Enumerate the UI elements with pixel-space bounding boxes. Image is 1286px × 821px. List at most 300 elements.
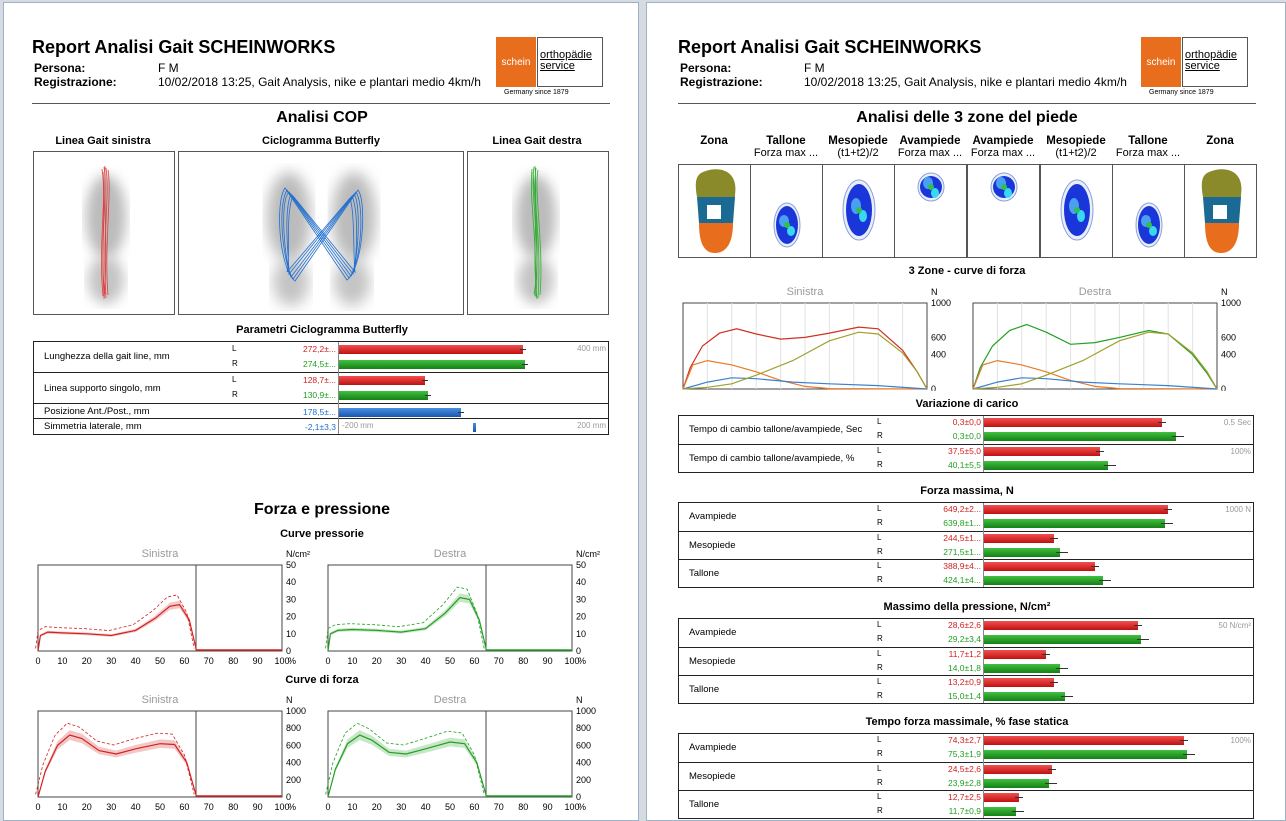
bar-error bbox=[1045, 783, 1057, 784]
butterfly-value: 130,9±... bbox=[302, 390, 336, 400]
cop-panel-title-left: Linea Gait sinistra bbox=[55, 135, 151, 147]
gait-line-left-panel bbox=[33, 151, 175, 315]
bar-mark bbox=[984, 562, 1095, 571]
bar-value: 11,7±0,9 bbox=[948, 806, 981, 816]
x-tick-label: 0 bbox=[325, 656, 331, 666]
zone-force-curve-left bbox=[669, 281, 969, 391]
bar-mark bbox=[984, 779, 1049, 788]
y-tick-label: 0 bbox=[576, 792, 582, 802]
butterfly-cyclogram-panel bbox=[178, 151, 464, 315]
butterfly-row-label: Lunghezza della gait line, mm bbox=[44, 351, 170, 362]
butterfly-bar bbox=[339, 360, 525, 369]
y-tick-label: 800 bbox=[286, 723, 302, 734]
x-tick-label: 70 bbox=[203, 802, 214, 812]
bar-side: L bbox=[877, 735, 882, 744]
chart-side-title: Destra bbox=[433, 694, 467, 706]
x-tick-label: 30 bbox=[106, 656, 117, 666]
bar-value: 244,5±1... bbox=[943, 533, 981, 543]
bar-section-table bbox=[678, 415, 1254, 473]
bar-value: 12,7±2,5 bbox=[947, 792, 981, 802]
persona-value: F M bbox=[158, 61, 179, 75]
force-pressure-title: Forza e pressione bbox=[253, 501, 391, 518]
registration-label-right: Registrazione: bbox=[680, 75, 763, 89]
logo-right-text-right: orthopädie service bbox=[1182, 37, 1248, 87]
report-title-right: Report Analisi Gait SCHEINWORKS bbox=[678, 37, 982, 57]
x-tick-label: 30 bbox=[106, 802, 117, 812]
butterfly-bar bbox=[339, 345, 523, 354]
bar-side: L bbox=[877, 417, 882, 426]
y-tick-label: 20 bbox=[286, 611, 297, 622]
logo-left-text: schein bbox=[496, 37, 536, 87]
bar-side: L bbox=[877, 561, 882, 570]
zone-image-cell bbox=[1112, 164, 1185, 258]
bar-mark bbox=[984, 447, 1100, 456]
butterfly-error-bar bbox=[520, 349, 526, 350]
x-tick-label: 100 bbox=[564, 802, 580, 812]
zone-header bbox=[822, 135, 894, 159]
bar-side: R bbox=[877, 634, 883, 643]
zone-header-subtitle: Forza max ... bbox=[753, 147, 819, 159]
bar-value: 639,8±1... bbox=[943, 518, 981, 528]
zone-header-title: Zona bbox=[1206, 135, 1234, 147]
bar-side: R bbox=[877, 518, 883, 527]
bar-mark bbox=[984, 548, 1060, 557]
butterfly-row-label: Linea supporto singolo, mm bbox=[44, 382, 161, 394]
bar-group-row bbox=[679, 444, 1253, 472]
bar-group-label: Mesopiede bbox=[689, 656, 736, 667]
butterfly-error-bar bbox=[425, 395, 431, 396]
bar-error bbox=[1158, 422, 1166, 423]
y-tick-label: 50 bbox=[286, 560, 297, 570]
zone-image-cell bbox=[1184, 164, 1257, 258]
plot-frame bbox=[328, 711, 572, 797]
y-tick-label: 40 bbox=[286, 577, 297, 588]
butterfly-value: -2,1±3,3 bbox=[304, 422, 336, 432]
bar-group-row bbox=[679, 619, 1253, 647]
bar-mark bbox=[984, 692, 1065, 701]
zone-header bbox=[750, 135, 822, 159]
zone-header-title: Mesopiede bbox=[828, 135, 888, 147]
bar-group-row bbox=[679, 416, 1253, 444]
bar-side: L bbox=[877, 764, 882, 773]
y-tick-label: 1000 bbox=[1221, 298, 1242, 308]
x-tick-label: 40 bbox=[420, 656, 431, 666]
chart-side-title: Sinistra bbox=[786, 286, 824, 298]
x-tick-label: 40 bbox=[420, 802, 431, 812]
zone-header-subtitle: Forza max ... bbox=[1115, 147, 1181, 159]
bar-mark bbox=[984, 664, 1060, 673]
y-tick-label: 1000 bbox=[576, 706, 597, 716]
chart-unit: N/cm² bbox=[576, 549, 600, 559]
butterfly-row-label: Simmetria laterale, mm bbox=[44, 421, 142, 432]
gait-line-right-panel bbox=[467, 151, 609, 315]
bar-value: 40,1±5,5 bbox=[947, 460, 981, 470]
y-tick-label: 0 bbox=[286, 792, 292, 802]
bar-mark bbox=[984, 418, 1162, 427]
bar-mark bbox=[984, 432, 1176, 441]
bar-error bbox=[1050, 682, 1058, 683]
x-tick-label: % bbox=[287, 802, 297, 812]
bar-error bbox=[1183, 754, 1195, 755]
bar-value: 0,3±0,0 bbox=[952, 417, 981, 427]
bar-value: 29,2±3,4 bbox=[947, 634, 981, 644]
bar-value: 388,9±4... bbox=[943, 561, 981, 571]
butterfly-value: 128,7±... bbox=[302, 375, 336, 385]
cop-panel-title-butterfly: Ciclogramma Butterfly bbox=[262, 135, 380, 147]
bar-scale: 1000 N bbox=[1225, 505, 1251, 514]
bar-error bbox=[1137, 639, 1149, 640]
bar-group-row bbox=[679, 559, 1253, 587]
bar-error bbox=[1172, 436, 1184, 437]
butterfly-error-bar bbox=[458, 412, 464, 413]
x-tick-label: 80 bbox=[518, 802, 529, 812]
bar-value: 15,0±1,4 bbox=[947, 691, 981, 701]
zone-header-subtitle: Forza max ... bbox=[970, 147, 1036, 159]
butterfly-side: L bbox=[232, 375, 237, 384]
zone-header-title: Zona bbox=[700, 135, 728, 147]
bar-group-label: Avampiede bbox=[689, 511, 737, 522]
x-tick-label: 40 bbox=[130, 802, 141, 812]
pressure-curves-title: Curve pressorie bbox=[280, 528, 364, 540]
y-tick-label: 600 bbox=[286, 740, 302, 751]
bar-value: 649,2±2... bbox=[943, 504, 981, 514]
x-tick-label: 60 bbox=[179, 802, 190, 812]
bar-value: 14,0±1,8 bbox=[947, 663, 981, 673]
bar-mark bbox=[984, 736, 1184, 745]
bar-side: L bbox=[877, 533, 882, 542]
header-divider bbox=[32, 103, 610, 104]
bar-mark bbox=[984, 461, 1108, 470]
bar-value: 424,1±4... bbox=[943, 575, 981, 585]
bar-error bbox=[1091, 566, 1099, 567]
bar-side: R bbox=[877, 749, 883, 758]
y-tick-label: 0 bbox=[576, 646, 582, 656]
x-tick-label: 20 bbox=[371, 656, 382, 666]
bar-mark bbox=[984, 621, 1138, 630]
bar-mark bbox=[984, 576, 1103, 585]
x-tick-label: 100 bbox=[274, 656, 290, 666]
x-tick-label: 50 bbox=[444, 802, 456, 812]
butterfly-params-table bbox=[33, 341, 609, 435]
logo-left-text-right: schein bbox=[1141, 37, 1181, 87]
bar-scale: 50 N/cm² bbox=[1218, 621, 1251, 630]
y-tick-label: 30 bbox=[576, 594, 587, 605]
bar-group-label: Tallone bbox=[689, 799, 720, 810]
bar-mark bbox=[984, 793, 1019, 802]
pressure-map-image bbox=[1113, 165, 1184, 257]
chart-unit: N bbox=[576, 695, 583, 705]
butterfly-side: L bbox=[232, 344, 237, 353]
zone-header-title: Avampiede bbox=[972, 135, 1034, 147]
zone-header-subtitle: (t1+t2)/2 bbox=[837, 147, 879, 159]
bar-mark bbox=[984, 505, 1168, 514]
butterfly-scale: 400 mm bbox=[577, 344, 606, 353]
butterfly-bar bbox=[339, 408, 461, 417]
butterfly-row bbox=[34, 372, 608, 403]
cop-panel-title-right: Linea Gait destra bbox=[492, 135, 582, 147]
butterfly-row bbox=[34, 342, 608, 372]
pressure-map-image bbox=[1185, 165, 1256, 257]
zone-header bbox=[1184, 135, 1256, 147]
pressure-curve-left bbox=[24, 543, 324, 668]
x-tick-label: 30 bbox=[396, 656, 407, 666]
bar-section-title: Massimo della pressione, N/cm² bbox=[883, 601, 1051, 613]
bar-side: L bbox=[877, 792, 882, 801]
butterfly-side: R bbox=[232, 390, 238, 399]
y-tick-label: 200 bbox=[286, 774, 302, 785]
x-tick-label: 10 bbox=[57, 656, 68, 666]
zone-image-cell bbox=[822, 164, 895, 258]
bar-mark bbox=[984, 750, 1187, 759]
butterfly-bar bbox=[473, 423, 476, 432]
bar-section-title: Variazione di carico bbox=[915, 398, 1019, 410]
bar-error bbox=[1134, 625, 1142, 626]
bar-mark bbox=[984, 765, 1052, 774]
y-tick-label: 200 bbox=[576, 774, 592, 785]
pressure-map-image bbox=[968, 165, 1039, 257]
company-logo-right bbox=[1141, 37, 1249, 96]
zone-image-cell bbox=[1040, 164, 1113, 258]
zone-image-cell bbox=[750, 164, 823, 258]
butterfly-row bbox=[34, 418, 608, 434]
cop-section-title: Analisi COP bbox=[276, 109, 368, 126]
bar-mark bbox=[984, 678, 1054, 687]
chart-unit: N bbox=[931, 287, 938, 297]
pressure-map-image bbox=[823, 165, 894, 257]
bar-error bbox=[1099, 580, 1111, 581]
zone-header bbox=[1040, 135, 1112, 159]
y-tick-label: 600 bbox=[576, 740, 592, 751]
butterfly-params-title: Parametri Ciclogramma Butterfly bbox=[236, 324, 408, 336]
butterfly-scale: 200 mm bbox=[577, 421, 606, 430]
registration-label: Registrazione: bbox=[34, 75, 117, 89]
x-tick-label: 90 bbox=[542, 802, 553, 812]
bar-error bbox=[1061, 696, 1073, 697]
y-tick-label: 800 bbox=[576, 723, 592, 734]
y-tick-label: 600 bbox=[1221, 332, 1237, 343]
header-divider-right bbox=[678, 103, 1256, 104]
bar-value: 271,5±1... bbox=[943, 547, 981, 557]
y-tick-label: 20 bbox=[576, 611, 587, 622]
x-tick-label: 90 bbox=[542, 656, 553, 666]
report-title: Report Analisi Gait SCHEINWORKS bbox=[32, 37, 336, 57]
bar-side: R bbox=[877, 778, 883, 787]
bar-error bbox=[1096, 451, 1104, 452]
x-tick-label: 100 bbox=[274, 802, 290, 812]
bar-side: R bbox=[877, 663, 883, 672]
force-curve-right bbox=[314, 689, 614, 814]
pressure-map-image bbox=[895, 165, 966, 257]
gait-line-left-image bbox=[34, 152, 174, 314]
y-tick-label: 40 bbox=[576, 577, 587, 588]
butterfly-bar bbox=[339, 376, 425, 385]
butterfly-row bbox=[34, 403, 608, 418]
x-tick-label: 100 bbox=[564, 656, 580, 666]
x-tick-label: 20 bbox=[371, 802, 382, 812]
company-logo bbox=[496, 37, 604, 96]
bar-group-row bbox=[679, 734, 1253, 762]
bar-value: 11,7±1,2 bbox=[948, 649, 981, 659]
logo-right-text: orthopädie service bbox=[537, 37, 603, 87]
x-tick-label: 70 bbox=[203, 656, 214, 666]
zone-force-curves-title: 3 Zone - curve di forza bbox=[908, 265, 1026, 277]
y-tick-label: 10 bbox=[576, 628, 587, 639]
bar-side: R bbox=[877, 431, 883, 440]
bar-side: L bbox=[877, 677, 882, 686]
persona-label: Persona: bbox=[34, 61, 86, 75]
plot-frame bbox=[38, 565, 282, 651]
bar-group-row bbox=[679, 531, 1253, 559]
bar-error bbox=[1012, 811, 1024, 812]
y-tick-label: 0 bbox=[931, 384, 937, 391]
x-tick-label: 0 bbox=[325, 802, 331, 812]
x-tick-label: 60 bbox=[469, 802, 480, 812]
pressure-curve-right bbox=[314, 543, 614, 668]
butterfly-cyclogram-image bbox=[179, 152, 463, 314]
x-tick-label: 10 bbox=[347, 656, 358, 666]
chart-side-title: Destra bbox=[1078, 286, 1112, 298]
bar-error bbox=[1056, 668, 1068, 669]
bar-mark bbox=[984, 650, 1046, 659]
zone-image-cell bbox=[678, 164, 751, 258]
bar-value: 0,3±0,0 bbox=[952, 431, 981, 441]
zone-header-title: Tallone bbox=[1128, 135, 1168, 147]
y-tick-label: 600 bbox=[931, 332, 947, 343]
x-tick-label: 50 bbox=[154, 656, 166, 666]
y-tick-label: 400 bbox=[286, 757, 302, 768]
x-tick-label: 20 bbox=[81, 802, 92, 812]
butterfly-value: 274,5±... bbox=[302, 359, 336, 369]
bar-mark bbox=[984, 635, 1141, 644]
bar-error bbox=[1042, 654, 1050, 655]
zone-header bbox=[967, 135, 1039, 159]
report-page-right bbox=[646, 2, 1286, 821]
x-tick-label: % bbox=[577, 802, 587, 812]
pressure-map-image bbox=[1041, 165, 1112, 257]
force-curve-left bbox=[24, 689, 324, 814]
bar-error bbox=[1180, 740, 1188, 741]
bar-side: L bbox=[877, 446, 882, 455]
x-tick-label: 10 bbox=[347, 802, 358, 812]
bar-side: L bbox=[877, 504, 882, 513]
force-curves-title: Curve di forza bbox=[285, 674, 359, 686]
bar-value: 74,3±2,7 bbox=[947, 735, 981, 745]
chart-side-title: Destra bbox=[433, 548, 467, 560]
bar-group-label: Tallone bbox=[689, 568, 720, 579]
x-tick-label: 0 bbox=[35, 802, 41, 812]
pressure-map-image bbox=[751, 165, 822, 257]
zone-header-subtitle: (t1+t2)/2 bbox=[1055, 147, 1097, 159]
x-tick-label: 80 bbox=[518, 656, 529, 666]
butterfly-value: 178,5±... bbox=[302, 406, 336, 417]
bar-error bbox=[1050, 538, 1058, 539]
butterfly-bar bbox=[339, 391, 428, 400]
registration-value: 10/02/2018 13:25, Gait Analysis, nike e plantari medio 4km/h bbox=[158, 75, 481, 89]
x-tick-label: 30 bbox=[396, 802, 407, 812]
x-tick-label: 20 bbox=[81, 656, 92, 666]
logo-subtitle-right: Germany since 1879 bbox=[1149, 89, 1214, 96]
persona-label-right: Persona: bbox=[680, 61, 732, 75]
bar-group-row bbox=[679, 675, 1253, 703]
bar-group-label: Tempo di cambio tallone/avampiede, Sec bbox=[689, 424, 863, 435]
x-tick-label: 60 bbox=[469, 656, 480, 666]
x-tick-label: 50 bbox=[444, 656, 456, 666]
bar-error bbox=[1048, 769, 1056, 770]
butterfly-error-bar bbox=[522, 364, 528, 365]
x-tick-label: 80 bbox=[228, 656, 239, 666]
y-tick-label: 400 bbox=[1221, 349, 1237, 360]
bar-value: 75,3±1,9 bbox=[947, 749, 981, 759]
y-tick-label: 400 bbox=[931, 349, 947, 360]
pressure-map-image bbox=[679, 165, 750, 257]
y-tick-label: 400 bbox=[576, 757, 592, 768]
zone-image-cell bbox=[894, 164, 967, 258]
y-tick-label: 0 bbox=[286, 646, 292, 656]
zone-header-title: Mesopiede bbox=[1046, 135, 1106, 147]
bar-mark bbox=[984, 534, 1054, 543]
chart-unit: N bbox=[286, 695, 293, 705]
bar-error bbox=[1164, 509, 1172, 510]
bar-axis bbox=[983, 503, 984, 587]
bar-section-title: Forza massima, N bbox=[920, 485, 1014, 497]
y-tick-label: 0 bbox=[1221, 384, 1227, 391]
bar-scale: 100% bbox=[1230, 736, 1251, 745]
bar-group-row bbox=[679, 762, 1253, 790]
bar-group-label: Avampiede bbox=[689, 742, 737, 753]
plot-frame bbox=[38, 711, 282, 797]
logo-subtitle: Germany since 1879 bbox=[504, 89, 569, 96]
butterfly-side: R bbox=[232, 359, 238, 368]
bar-axis bbox=[983, 416, 984, 472]
butterfly-row-label: Posizione Ant./Post., mm bbox=[44, 405, 150, 417]
bar-group-label: Mesopiede bbox=[689, 540, 736, 551]
bar-side: L bbox=[877, 620, 882, 629]
zones-section-title: Analisi delle 3 zone del piede bbox=[856, 109, 1078, 126]
bar-side: R bbox=[877, 806, 883, 815]
butterfly-axis bbox=[338, 342, 339, 434]
bar-section-table bbox=[678, 733, 1254, 819]
bar-group-label: Mesopiede bbox=[689, 771, 736, 782]
bar-error bbox=[1161, 523, 1173, 524]
y-tick-label: 50 bbox=[576, 560, 587, 570]
bar-value: 37,5±5,0 bbox=[947, 446, 981, 456]
butterfly-scale-left: -200 mm bbox=[342, 421, 374, 430]
bar-group-label: Avampiede bbox=[689, 627, 737, 638]
x-tick-label: 50 bbox=[154, 802, 166, 812]
x-tick-label: 70 bbox=[493, 802, 504, 812]
butterfly-error-bar bbox=[422, 380, 428, 381]
bar-scale: 100% bbox=[1230, 447, 1251, 456]
x-tick-label: 60 bbox=[179, 656, 190, 666]
persona-value-right: F M bbox=[804, 61, 825, 75]
bar-section-table bbox=[678, 618, 1254, 704]
bar-value: 24,5±2,6 bbox=[947, 764, 981, 774]
bar-scale: 0.5 Sec bbox=[1223, 418, 1251, 427]
x-tick-label: 80 bbox=[228, 802, 239, 812]
bar-side: R bbox=[877, 575, 883, 584]
x-tick-label: % bbox=[287, 656, 297, 666]
y-tick-label: 10 bbox=[286, 628, 297, 639]
bar-section-table bbox=[678, 502, 1254, 588]
y-tick-label: 1000 bbox=[286, 706, 307, 716]
bar-value: 23,9±2,8 bbox=[947, 778, 981, 788]
bar-side: L bbox=[877, 649, 882, 658]
zone-header bbox=[1112, 135, 1184, 159]
report-page-left bbox=[3, 2, 639, 821]
bar-value: 13,2±0,9 bbox=[947, 677, 981, 687]
x-tick-label: 40 bbox=[130, 656, 141, 666]
x-tick-label: 90 bbox=[252, 656, 263, 666]
